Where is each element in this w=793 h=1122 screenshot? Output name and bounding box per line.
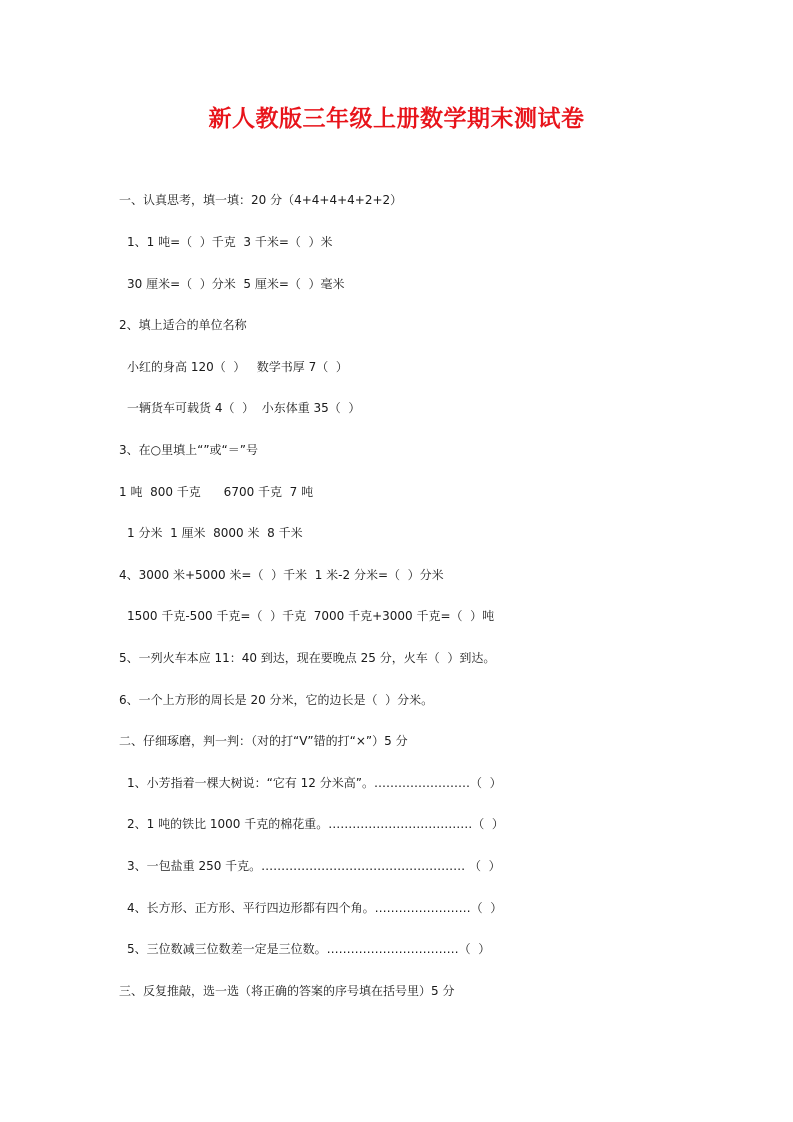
question-3-line-2: 1 分米 1 厘米 8000 米 8 千米 [127, 526, 303, 540]
judge-item-3: 3、一包盐重 250 千克。…………………………………………… （ ） [127, 859, 501, 873]
judge-item-2: 2、1 吨的铁比 1000 千克的棉花重。………………………………（ ） [127, 817, 504, 831]
question-4-line-2: 1500 千克-500 千克=（ ）千克 7000 千克+3000 千克=（ ）吨 [127, 609, 495, 623]
question-1-line-1: 1、1 吨=（ ）千克 3 千米=（ ）米 [127, 235, 333, 249]
question-3-heading: 3、在○里填上“”或“＝”号 [119, 443, 258, 457]
judge-item-1: 1、小芳指着一棵大树说：“它有 12 分米高”。……………………（ ） [127, 776, 502, 790]
question-1-line-2: 30 厘米=（ ）分米 5 厘米=（ ）毫米 [127, 277, 345, 291]
section-2-heading: 二、仔细琢磨，判一判：（对的打“V”错的打“×”）5 分 [119, 734, 408, 748]
question-2-line-2: 一辆货车可载货 4（ ） 小东体重 35（ ） [127, 401, 361, 415]
question-4-line-1: 4、3000 米+5000 米=（ ）千米 1 米-2 分米=（ ）分米 [119, 568, 444, 582]
question-6: 6、一个上方形的周长是 20 分米，它的边长是（ ）分米。 [119, 693, 434, 707]
question-2-heading: 2、填上适合的单位名称 [119, 318, 247, 332]
question-5: 5、一列火车本应 11：40 到达，现在要晚点 25 分，火车（ ）到达。 [119, 651, 496, 665]
section-1-heading: 一、认真思考，填一填：20 分（4+4+4+4+2+2） [119, 193, 403, 207]
question-2-line-1: 小红的身高 120（ ） 数学书厚 7（ ） [127, 360, 348, 374]
page-title: 新人教版三年级上册数学期末测试卷 [208, 105, 585, 132]
judge-item-5: 5、三位数减三位数差一定是三位数。……………………………（ ） [127, 942, 491, 956]
section-3-heading: 三、反复推敲，选一选（将正确的答案的序号填在括号里）5 分 [119, 984, 455, 998]
question-3-line-1: 1 吨 800 千克 6700 千克 7 吨 [119, 485, 314, 499]
judge-item-4: 4、长方形、正方形、平行四边形都有四个角。……………………（ ） [127, 901, 503, 915]
